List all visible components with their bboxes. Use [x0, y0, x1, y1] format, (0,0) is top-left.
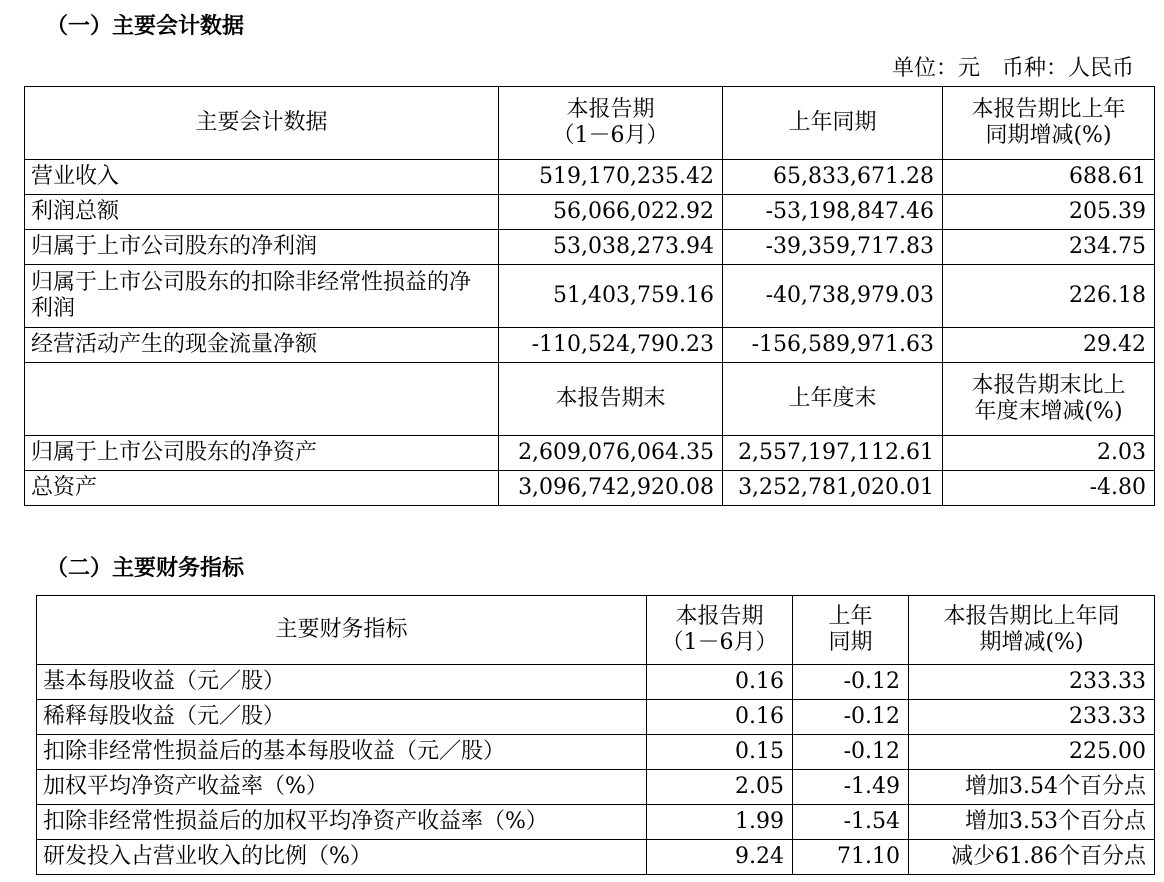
- table-row: [25, 436, 1155, 471]
- row-label: 研发投入占营业收入的比例（%）: [37, 840, 647, 875]
- table-row: [25, 265, 1155, 328]
- value-cell: -1.49: [793, 770, 909, 805]
- header-cell: [25, 363, 499, 436]
- value-cell: -40,738,979.03: [723, 265, 943, 328]
- value-cell: 688.61: [943, 160, 1155, 195]
- row-label: 扣除非经常性损益后的加权平均净资产收益率（%）: [37, 805, 647, 840]
- value-cell: 233.33: [909, 700, 1155, 735]
- row-label: 归属于上市公司股东的净资产: [25, 436, 499, 471]
- header-cell: 本报告期 （1－6月）: [499, 87, 723, 160]
- value-cell: -4.80: [943, 471, 1155, 506]
- value-cell: -1.54: [793, 805, 909, 840]
- header-cell: 主要会计数据: [25, 87, 499, 160]
- table-row: [37, 770, 1155, 805]
- value-cell: 9.24: [647, 840, 793, 875]
- value-cell: 234.75: [943, 230, 1155, 265]
- header-cell: 本报告期比上年同 期增减(%): [909, 596, 1155, 665]
- header-cell: 上年度末: [723, 363, 943, 436]
- section1-title: （一）主要会计数据: [46, 14, 245, 39]
- value-cell: 2,609,076,064.35: [499, 436, 723, 471]
- header-cell: 上年 同期: [793, 596, 909, 665]
- value-cell: 2.03: [943, 436, 1155, 471]
- row-label: 利润总额: [25, 195, 499, 230]
- row-label: 经营活动产生的现金流量净额: [25, 328, 499, 363]
- value-cell: 0.16: [647, 700, 793, 735]
- value-cell: 225.00: [909, 735, 1155, 770]
- value-cell: -0.12: [793, 735, 909, 770]
- table-row: [25, 195, 1155, 230]
- header-cell: 本报告期 （1－6月）: [647, 596, 793, 665]
- table-header-row: [25, 87, 1155, 160]
- table-subheader-row: [25, 363, 1155, 436]
- table-row: [37, 840, 1155, 875]
- value-cell: -0.12: [793, 665, 909, 700]
- value-cell: 71.10: [793, 840, 909, 875]
- accounting-data-table: [24, 86, 1155, 506]
- value-cell: -39,359,717.83: [723, 230, 943, 265]
- row-label: 归属于上市公司股东的净利润: [25, 230, 499, 265]
- table-row: [37, 700, 1155, 735]
- value-cell: 519,170,235.42: [499, 160, 723, 195]
- row-label: 归属于上市公司股东的扣除非经常性损益的净利润: [25, 265, 499, 328]
- value-cell: 233.33: [909, 665, 1155, 700]
- row-label: 扣除非经常性损益后的基本每股收益（元／股）: [37, 735, 647, 770]
- value-cell: 减少61.86个百分点: [909, 840, 1155, 875]
- row-label: 总资产: [25, 471, 499, 506]
- value-cell: 53,038,273.94: [499, 230, 723, 265]
- header-cell: 本报告期末比上 年度末增减(%): [943, 363, 1155, 436]
- value-cell: 65,833,671.28: [723, 160, 943, 195]
- row-label: 基本每股收益（元／股）: [37, 665, 647, 700]
- value-cell: 0.16: [647, 665, 793, 700]
- value-cell: 29.42: [943, 328, 1155, 363]
- value-cell: 3,252,781,020.01: [723, 471, 943, 506]
- value-cell: -110,524,790.23: [499, 328, 723, 363]
- value-cell: 2,557,197,112.61: [723, 436, 943, 471]
- table-row: [25, 230, 1155, 265]
- section2-title: （二）主要财务指标: [46, 556, 245, 581]
- value-cell: 增加3.54个百分点: [909, 770, 1155, 805]
- row-label: 加权平均净资产收益率（%）: [37, 770, 647, 805]
- table-row: [25, 328, 1155, 363]
- value-cell: 3,096,742,920.08: [499, 471, 723, 506]
- header-cell: 上年同期: [723, 87, 943, 160]
- currency-unit-note: 单位：元 币种：人民币: [891, 56, 1134, 81]
- table-row: [37, 735, 1155, 770]
- row-label: 稀释每股收益（元／股）: [37, 700, 647, 735]
- header-cell: 本报告期末: [499, 363, 723, 436]
- financial-indicators-table: [36, 595, 1155, 875]
- table-header-row: [37, 596, 1155, 665]
- value-cell: 226.18: [943, 265, 1155, 328]
- row-label: 营业收入: [25, 160, 499, 195]
- value-cell: 51,403,759.16: [499, 265, 723, 328]
- value-cell: -0.12: [793, 700, 909, 735]
- value-cell: 2.05: [647, 770, 793, 805]
- value-cell: 56,066,022.92: [499, 195, 723, 230]
- table-row: [25, 160, 1155, 195]
- value-cell: -53,198,847.46: [723, 195, 943, 230]
- header-cell: 主要财务指标: [37, 596, 647, 665]
- value-cell: -156,589,971.63: [723, 328, 943, 363]
- value-cell: 增加3.53个百分点: [909, 805, 1155, 840]
- table-row: [37, 805, 1155, 840]
- value-cell: 205.39: [943, 195, 1155, 230]
- table-row: [25, 471, 1155, 506]
- value-cell: 1.99: [647, 805, 793, 840]
- table-row: [37, 665, 1155, 700]
- value-cell: 0.15: [647, 735, 793, 770]
- header-cell: 本报告期比上年 同期增减(%): [943, 87, 1155, 160]
